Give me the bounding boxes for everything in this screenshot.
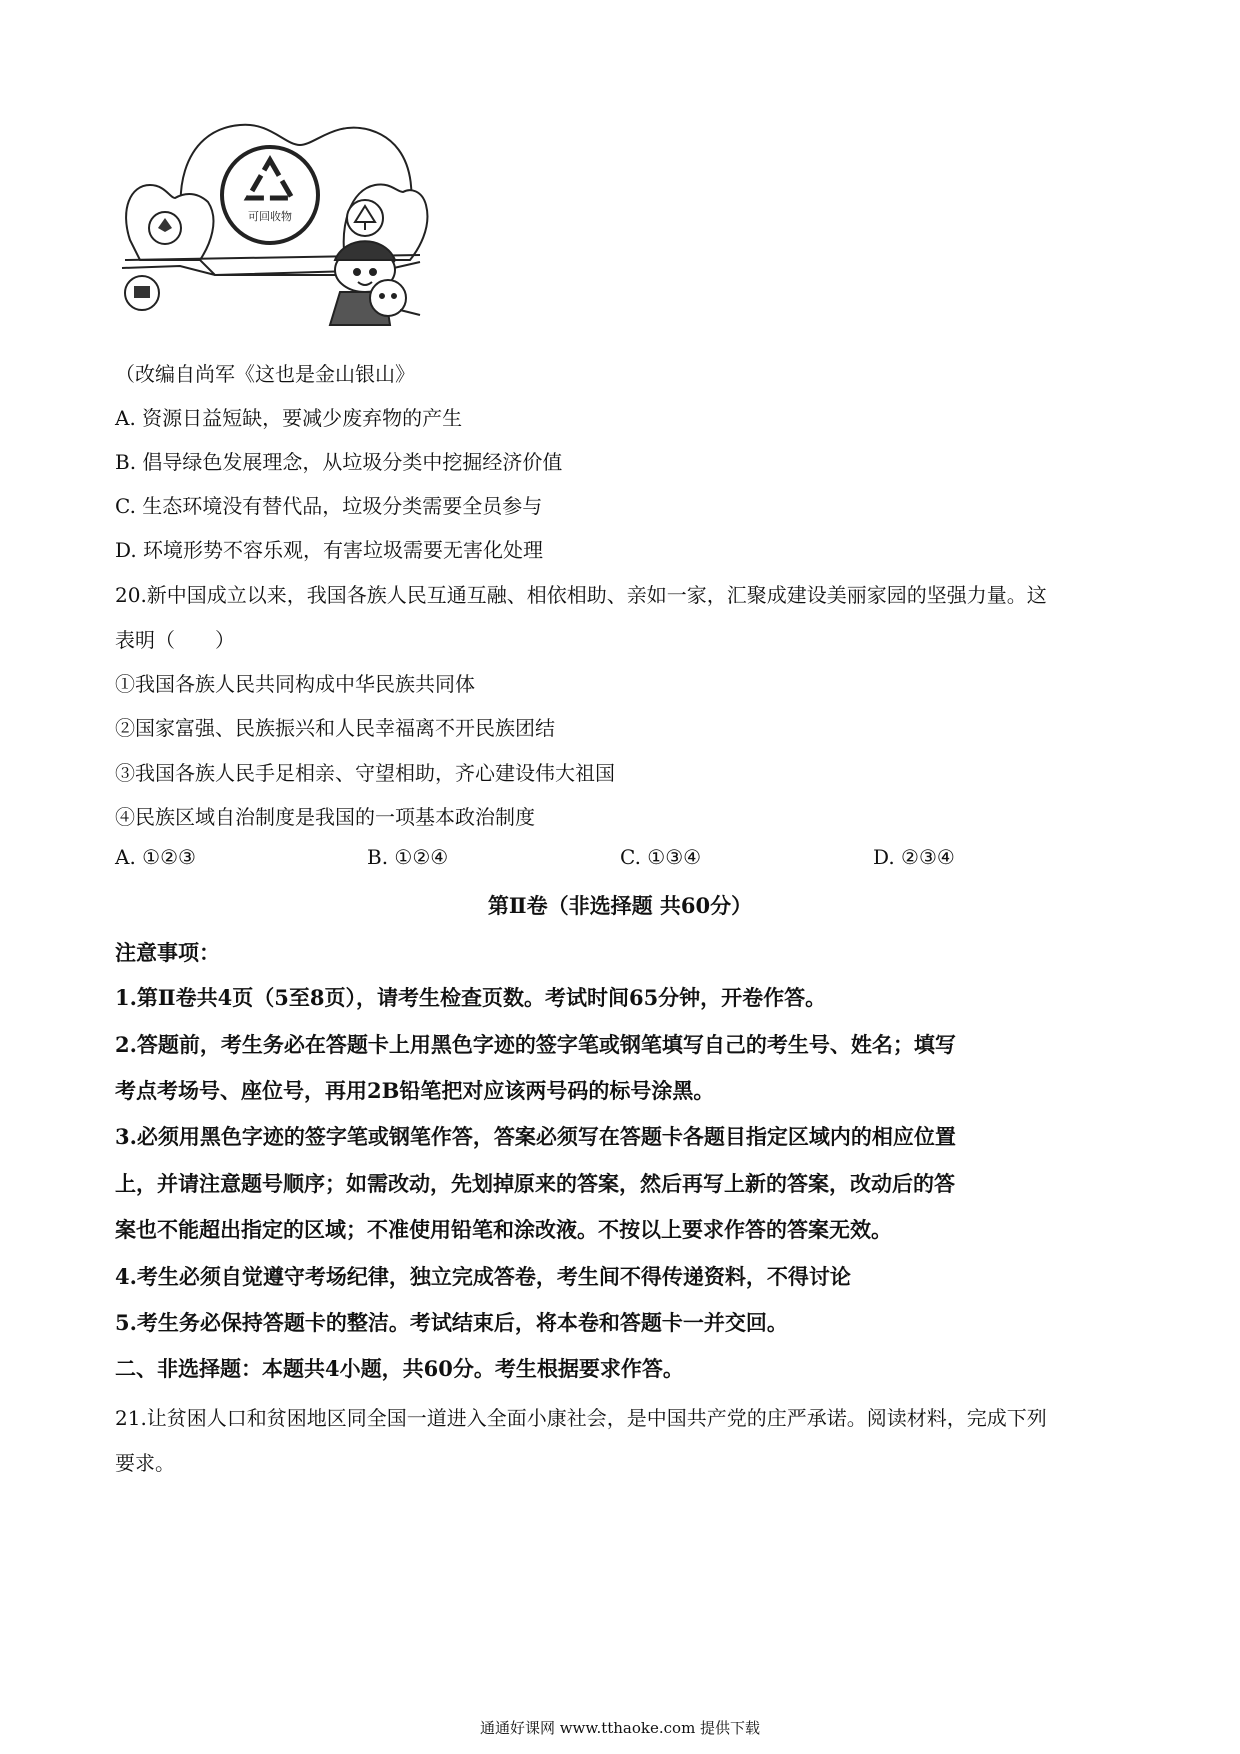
q20-statement-2: ②国家富强、民族振兴和人民幸福离不开民族团结 [115, 716, 555, 740]
q20-choice-b: B. ①②④ [367, 845, 449, 869]
notice-3-line-1: 3.必须用黑色字迹的签字笔或钢笔作答，答案必须写在答题卡各题目指定区域内的相应位置 [115, 1124, 956, 1149]
q20-statement-3: ③我国各族人民手足相亲、守望相助，齐心建设伟大祖国 [115, 761, 615, 785]
notice-2-line-2: 考点考场号、座位号，再用2B铅笔把对应该两号码的标号涂黑。 [115, 1078, 715, 1103]
recyclable-sign-label: 可回收物 [248, 210, 292, 223]
q20-choice-d: D. ②③④ [873, 845, 955, 869]
q20-statement-1: ①我国各族人民共同构成中华民族共同体 [115, 672, 475, 696]
q20-choice-a: A. ①②③ [115, 845, 196, 869]
q19-option-c: C. 生态环境没有替代品，垃圾分类需要全员参与 [115, 494, 543, 518]
q20-stem-line-1: 20.新中国成立以来，我国各族人民互通互融、相依相助、亲如一家，汇聚成建设美丽家园的坚强力量。这 [115, 583, 1047, 607]
q19-option-d: D. 环境形势不容乐观，有害垃圾需要无害化处理 [115, 538, 544, 562]
recycling-cartoon-illustration [120, 110, 480, 390]
notice-5: 5.考生务必保持答题卡的整洁。考试结束后，将本卷和答题卡一并交回。 [115, 1310, 788, 1335]
notice-3-line-2: 上，并请注意题号顺序；如需改动，先划掉原来的答案，然后再写上新的答案，改动后的答 [115, 1171, 955, 1196]
q20-choice-c: C. ①③④ [620, 845, 702, 869]
notice-4: 4.考生必须自觉遵守考场纪律，独立完成答卷，考生间不得传递资料，不得讨论 [115, 1264, 851, 1289]
q20-stem-line-2: 表明（ ） [115, 628, 235, 652]
section-2-title: 第Ⅱ卷（非选择题 共60分） [487, 893, 753, 918]
q19-option-a: A. 资源日益短缺，要减少废弃物的产生 [115, 406, 463, 430]
q21-stem-line-2: 要求。 [115, 1451, 175, 1475]
q19-option-b: B. 倡导绿色发展理念，从垃圾分类中挖掘经济价值 [115, 450, 563, 474]
notice-2-line-1: 2.答题前，考生务必在答题卡上用黑色字迹的签字笔或钢笔填写自己的考生号、姓名；填写 [115, 1032, 956, 1057]
notice-1: 1.第Ⅱ卷共4页（5至8页），请考生检查页数。考试时间65分钟，开卷作答。 [115, 985, 827, 1010]
part-2-heading: 二、非选择题：本题共4小题，共60分。考生根据要求作答。 [115, 1356, 684, 1381]
notice-heading: 注意事项： [115, 940, 220, 965]
page-footer: 通通好课网 www.tthaoke.com 提供下载 [479, 1719, 761, 1737]
notice-3-line-3: 案也不能超出指定的区域；不准使用铅笔和涂改液。不按以上要求作答的答案无效。 [115, 1217, 892, 1242]
q20-statement-4: ④民族区域自治制度是我国的一项基本政治制度 [115, 805, 535, 829]
q21-stem-line-1: 21.让贫困人口和贫困地区同全国一道进入全面小康社会，是中国共产党的庄严承诺。阅读材料，完成下列 [115, 1406, 1047, 1430]
illustration-source-note: （改编自尚军《这也是金山银山》 [115, 362, 415, 386]
bottom-left-small-sign-icon [134, 286, 150, 298]
